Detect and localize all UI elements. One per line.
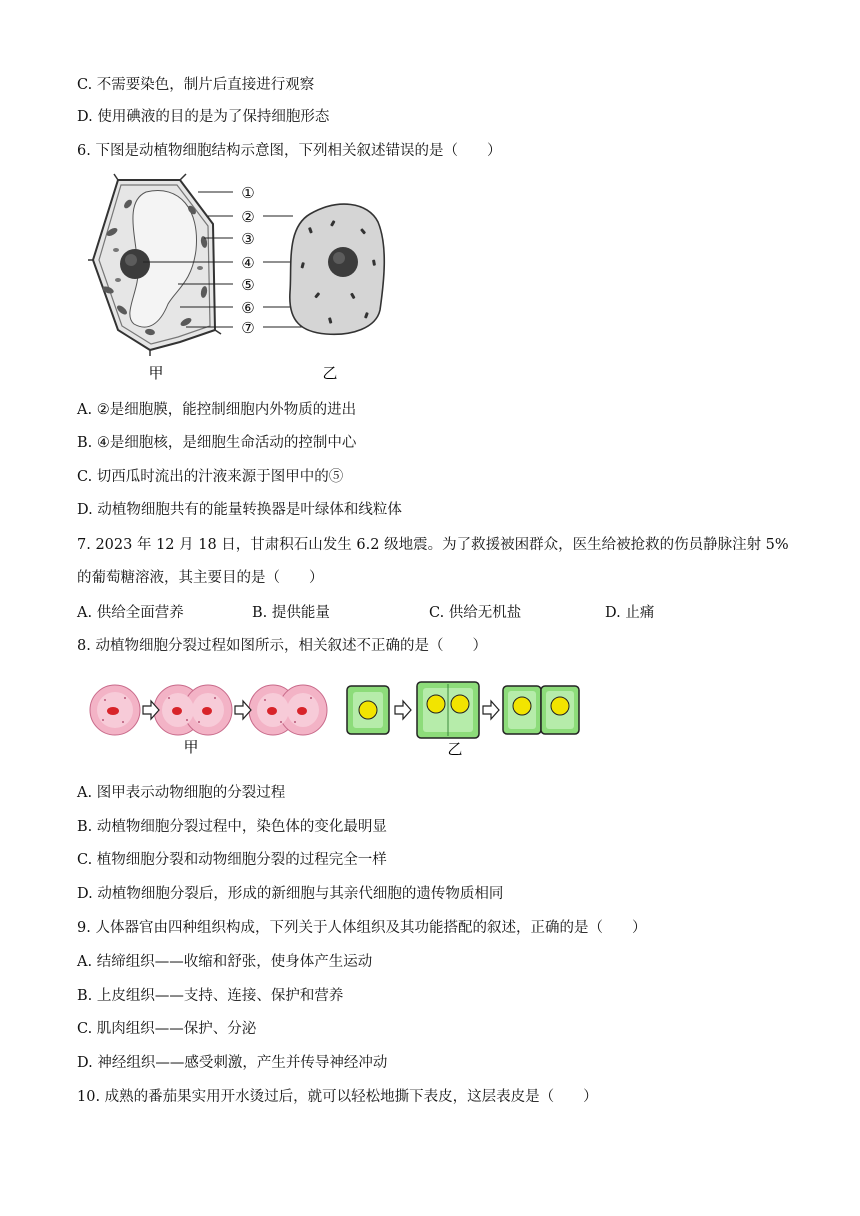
label-4: ④ xyxy=(241,254,255,272)
q7-option-a: A. 供给全面营养 xyxy=(77,605,184,621)
q6-option-d: D. 动植物细胞共有的能量转换器是叶绿体和线粒体 xyxy=(77,502,402,518)
plant-cell-diagram xyxy=(88,174,221,356)
division-caption-jia: 甲 xyxy=(183,738,199,756)
q5-option-c: C. 不需要染色，制片后直接进行观察 xyxy=(77,77,315,93)
label-6: ⑥ xyxy=(241,299,255,317)
plant-cell-division-sequence xyxy=(347,682,579,738)
q9-option-d: D. 神经组织——感受刺激，产生并传导神经冲动 xyxy=(77,1055,388,1071)
q8-option-b: B. 动植物细胞分裂过程中，染色体的变化最明显 xyxy=(77,819,387,835)
q8-stem: 8. 动植物细胞分裂过程如图所示，相关叙述不正确的是（ ） xyxy=(77,638,487,654)
q9-option-b: B. 上皮组织——支持、连接、保护和营养 xyxy=(77,988,344,1004)
q6-option-a: A. ②是细胞膜，能控制细胞内外物质的进出 xyxy=(77,402,357,418)
figure-caption-yi: 乙 xyxy=(322,364,338,382)
division-caption-yi: 乙 xyxy=(447,740,463,758)
label-7: ⑦ xyxy=(241,319,255,337)
q7-stem-line2: 的葡萄糖溶液，其主要目的是（ ） xyxy=(77,570,324,586)
animal-cell-diagram xyxy=(290,204,384,334)
label-5: ⑤ xyxy=(241,276,255,294)
q7-option-d: D. 止痛 xyxy=(605,605,655,621)
q8-option-c: C. 植物细胞分裂和动物细胞分裂的过程完全一样 xyxy=(77,852,387,868)
figure-caption-jia: 甲 xyxy=(148,364,164,382)
q7-options xyxy=(77,604,777,624)
q7-stem-line1: 7. 2023 年 12 月 18 日，甘肃积石山发生 6.2 级地震。为了救援被困群众，医生给被抢救的伤员静脉注射 5% xyxy=(77,537,789,553)
q9-option-c: C. 肌肉组织——保护、分泌 xyxy=(77,1021,257,1037)
q7-option-c: C. 供给无机盐 xyxy=(429,605,522,621)
q6-cell-structure-figure xyxy=(88,172,388,387)
q8-cell-division-figure xyxy=(85,680,585,760)
q10-stem: 10. 成熟的番茄果实用开水烫过后，就可以轻松地撕下表皮，这层表皮是（ ） xyxy=(77,1089,598,1105)
q9-stem: 9. 人体器官由四种组织构成，下列关于人体组织及其功能搭配的叙述，正确的是（ ） xyxy=(77,920,647,936)
label-3: ③ xyxy=(241,230,255,248)
q6-option-c: C. 切西瓜时流出的汁液来源于图甲中的⑤ xyxy=(77,469,344,485)
q7-option-b: B. 提供能量 xyxy=(252,605,330,621)
label-2: ② xyxy=(241,208,255,226)
q6-option-b: B. ④是细胞核，是细胞生命活动的控制中心 xyxy=(77,435,357,451)
q8-option-a: A. 图甲表示动物细胞的分裂过程 xyxy=(77,785,286,801)
q9-option-a: A. 结缔组织——收缩和舒张，使身体产生运动 xyxy=(77,954,373,970)
q6-stem: 6. 下图是动植物细胞结构示意图，下列相关叙述错误的是（ ） xyxy=(77,143,502,159)
animal-cell-division-sequence xyxy=(90,685,327,735)
label-1: ① xyxy=(241,184,255,202)
q5-option-d: D. 使用碘液的目的是为了保持细胞形态 xyxy=(77,109,330,125)
q8-option-d: D. 动植物细胞分裂后，形成的新细胞与其亲代细胞的遗传物质相同 xyxy=(77,886,504,902)
